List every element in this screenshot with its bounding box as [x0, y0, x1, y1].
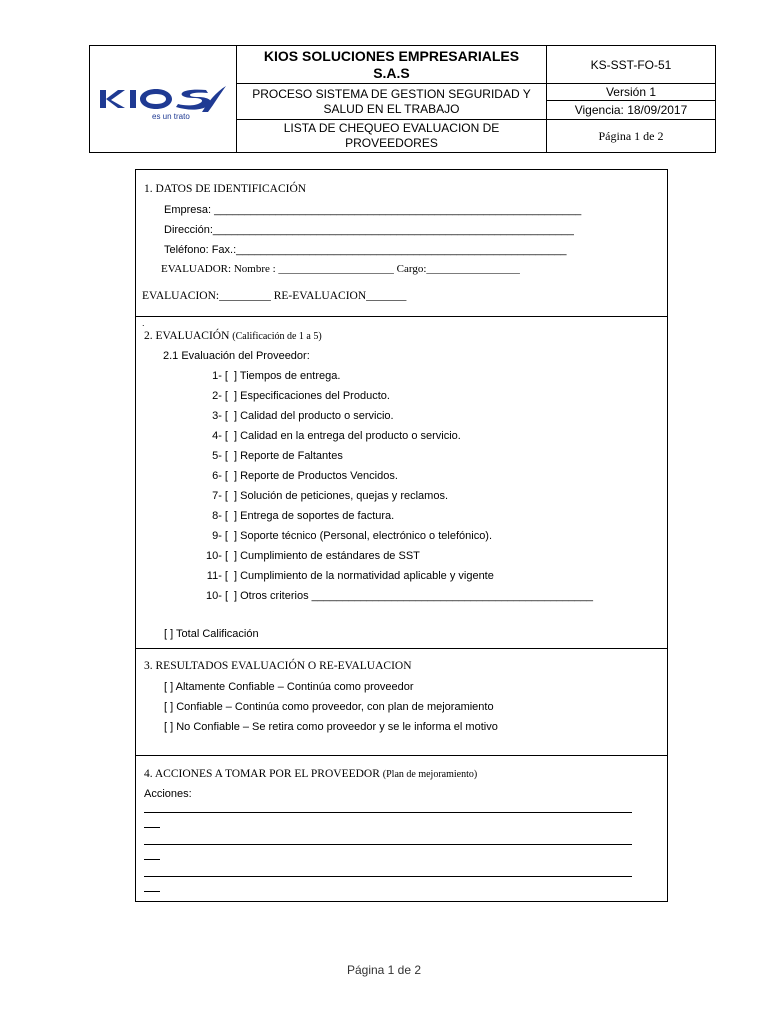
vigencia-label: Vigencia: 18/09/2017: [574, 103, 688, 117]
criteria-text: ] Cumplimiento de estándares de SST: [234, 550, 420, 562]
acciones-label: Acciones:: [144, 788, 192, 800]
criteria-number: 2- [: [212, 390, 228, 402]
criteria-number: 10- [: [205, 590, 228, 602]
criteria-number: 9- [: [212, 530, 228, 542]
actions-line-2[interactable]: [144, 844, 632, 845]
criteria-item[interactable]: [136, 490, 667, 506]
criteria-number: 6- [: [212, 470, 228, 482]
criteria-number: 1- [: [212, 370, 228, 382]
criteria-number: 3- [: [212, 410, 228, 422]
criteria-text: ] Calidad del producto o servicio.: [234, 410, 394, 422]
evaluation-form: [135, 169, 668, 902]
page-footer: Página 1 de 2: [346, 963, 422, 977]
criteria-text: ] Soporte técnico (Personal, electrónico o telefónico).: [234, 530, 493, 542]
criteria-text: ] Reporte de Productos Vencidos.: [234, 470, 398, 482]
evaluador-field[interactable]: EVALUADOR: Nombre : _____________________ Cargo:_________________: [161, 263, 520, 275]
criteria-number: 10- [: [205, 550, 228, 562]
criteria-text: ] Tiempos de entrega.: [234, 370, 341, 382]
criteria-text: ] Entrega de soportes de factura.: [234, 510, 395, 522]
criteria-item[interactable]: [136, 570, 667, 586]
telefono-fax-field[interactable]: Teléfono: Fax.:______________________________________________________: [164, 244, 567, 256]
empresa-field[interactable]: Empresa: ____________________________________________________________: [164, 204, 582, 216]
page-number: Página 1 de 2: [598, 128, 664, 143]
criteria-text: ] Otros criterios ______________________________________________: [234, 590, 594, 602]
section1-title: 1. DATOS DE IDENTIFICACIÓN: [144, 183, 307, 195]
direccion-field[interactable]: Dirección:___________________________________________________________: [164, 224, 574, 236]
section2-dot: .: [142, 318, 145, 328]
criteria-number: 4- [: [212, 430, 228, 442]
criteria-item[interactable]: [136, 430, 667, 446]
actions-line-2-tail: [144, 859, 160, 860]
criteria-item[interactable]: [136, 450, 667, 466]
criteria-number: 8- [: [212, 510, 228, 522]
criteria-text: ] Solución de peticiones, quejas y reclamos.: [234, 490, 449, 502]
criteria-number: 7- [: [212, 490, 228, 502]
total-score-field[interactable]: [ ] Total Calificación: [164, 628, 259, 640]
document-header-table: [89, 45, 716, 153]
criteria-text: ] Calidad en la entrega del producto o servicio.: [234, 430, 461, 442]
criteria-text: ] Especificaciones del Producto.: [234, 390, 390, 402]
document-title: LISTA DE CHEQUEO EVALUACION DE PROVEEDORES: [283, 121, 500, 150]
criteria-text: ] Reporte de Faltantes: [234, 450, 343, 462]
criteria-item[interactable]: [136, 550, 667, 566]
criteria-item[interactable]: [136, 510, 667, 526]
option-altamente-confiable[interactable]: [ ] Altamente Confiable – Continúa como proveedor: [164, 681, 414, 693]
section4-title: 4. ACCIONES A TOMAR POR EL PROVEEDOR (Plan de mejoramiento): [144, 768, 478, 780]
actions-line-3-tail: [144, 891, 160, 892]
document-code: KS-SST-FO-51: [590, 57, 672, 72]
company-logo: [90, 46, 236, 152]
criteria-item[interactable]: [136, 470, 667, 486]
option-confiable[interactable]: [ ] Confiable – Continúa como proveedor, con plan de mejoramiento: [164, 701, 494, 713]
actions-line-1[interactable]: [144, 812, 632, 813]
company-name: KIOS SOLUCIONES EMPRESARIALES S.A.S: [263, 47, 520, 81]
criteria-item[interactable]: [136, 410, 667, 426]
criteria-text: ] Cumplimiento de la normatividad aplicable y vigente: [234, 570, 494, 582]
actions-line-1-tail: [144, 827, 160, 828]
criteria-item[interactable]: [136, 530, 667, 546]
criteria-item[interactable]: [136, 390, 667, 406]
version-label: Versión 1: [605, 85, 657, 99]
criteria-item[interactable]: [136, 370, 667, 386]
option-no-confiable[interactable]: [ ] No Confiable – Se retira como proveedor y se le informa el motivo: [164, 721, 498, 733]
criteria-number: 11- [: [206, 570, 228, 582]
criteria-item[interactable]: [136, 590, 667, 606]
section2-title: 2. EVALUACIÓN (Calificación de 1 a 5): [144, 330, 322, 342]
process-name: PROCESO SISTEMA DE GESTION SEGURIDAD Y SALUD EN EL TRABAJO: [252, 86, 531, 116]
section2-subtitle: 2.1 Evaluación del Proveedor:: [163, 350, 310, 362]
logo-tagline: es un trato: [152, 112, 190, 121]
criteria-number: 5- [: [212, 450, 228, 462]
section3-title: 3. RESULTADOS EVALUACIÓN O RE-EVALUACION: [144, 660, 412, 672]
kios-logo-icon: [90, 46, 236, 152]
evaluacion-type-field[interactable]: EVALUACION:_________ RE-EVALUACION_______: [142, 290, 407, 302]
actions-line-3[interactable]: [144, 876, 632, 877]
